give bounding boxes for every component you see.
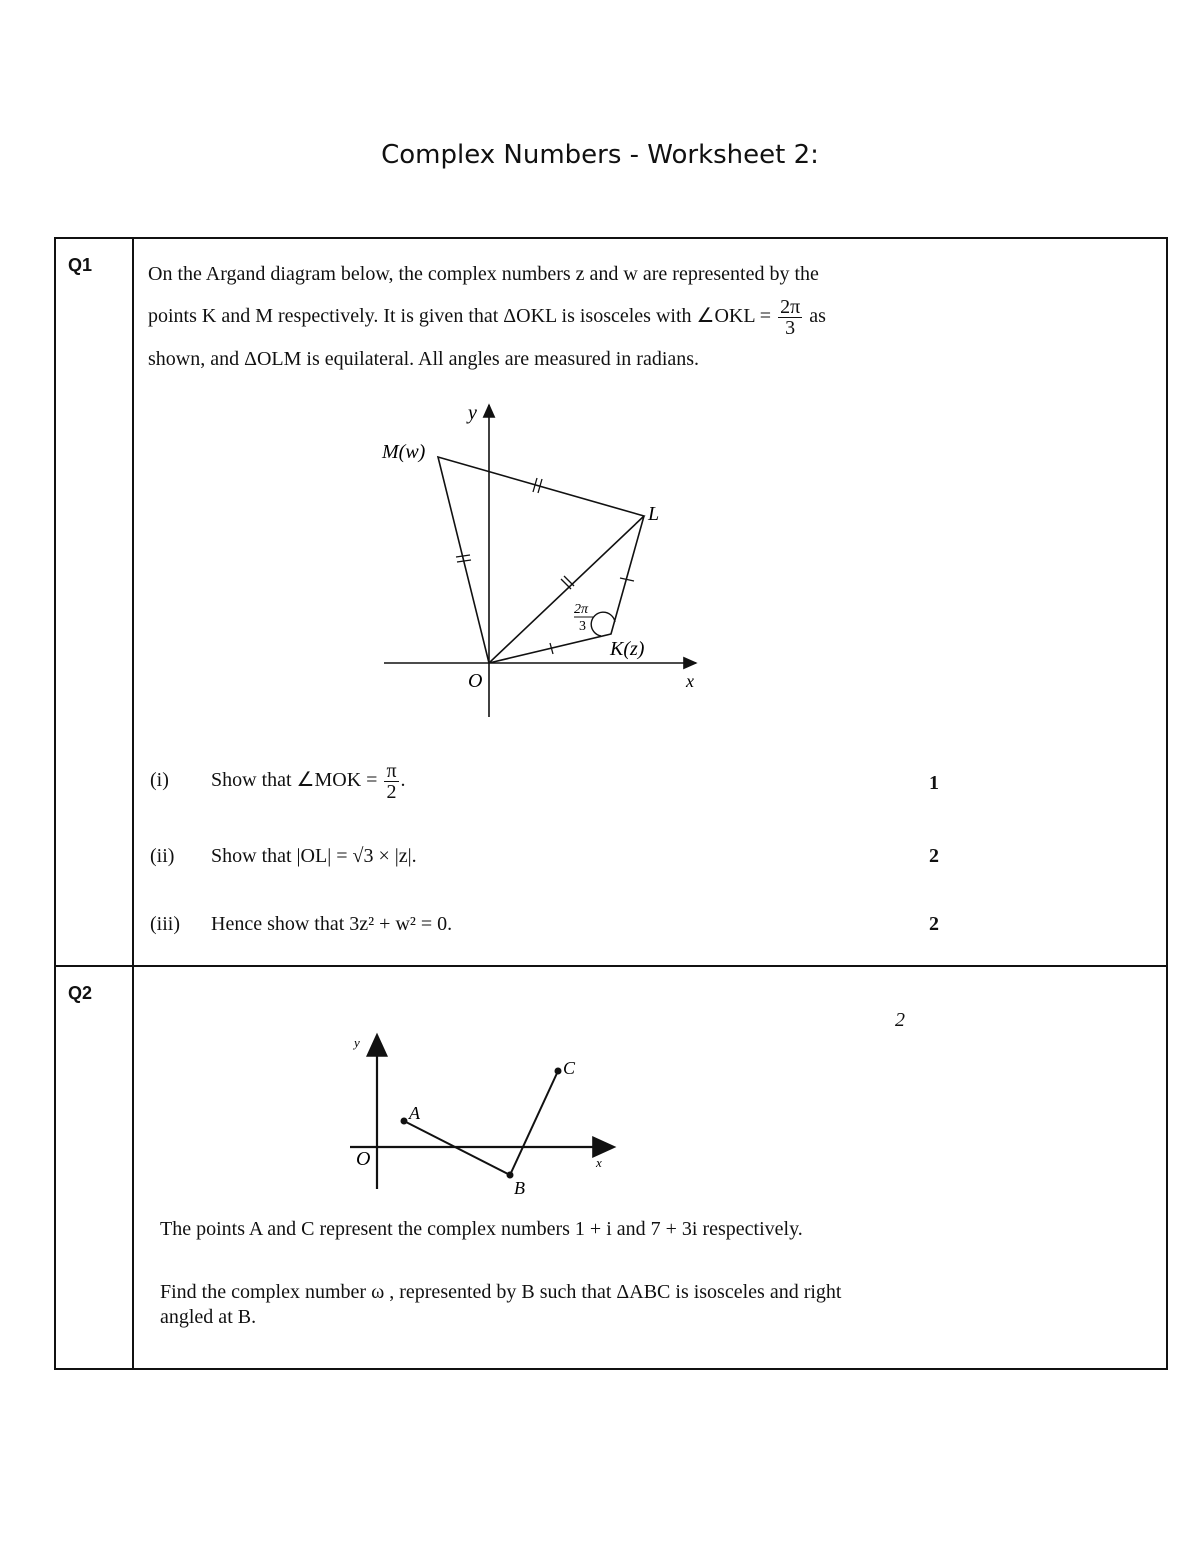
page-title: Complex Numbers - Worksheet 2: xyxy=(381,140,819,170)
part-text: Show that |OL| = √3 × |z|. xyxy=(211,845,417,867)
question-label-q2: Q2 xyxy=(68,983,93,1003)
point-a xyxy=(401,1118,408,1125)
q1-part-i-marks: 1 xyxy=(929,772,939,794)
q1-intro-line2-text: points K and M respectively. It is given that ΔOKL is isosceles with ∠OKL = xyxy=(148,305,772,327)
angle-fraction xyxy=(778,297,802,338)
question-row-q2 xyxy=(55,966,1167,1369)
question-label-q1: Q1 xyxy=(68,255,93,275)
label-o: O xyxy=(356,1148,371,1170)
q1-part-iii-marks: 2 xyxy=(929,913,939,935)
q1-intro-line1: On the Argand diagram below, the complex numbers z and w are represented by the xyxy=(148,263,819,285)
label-o: O xyxy=(468,670,483,692)
q1-intro-line2 xyxy=(148,295,908,338)
fraction-denominator: 2 xyxy=(386,781,397,803)
point-b xyxy=(507,1172,514,1179)
q1-part-ii xyxy=(150,845,950,868)
angle-label-den: 3 xyxy=(579,619,586,634)
fraction-numerator: π xyxy=(386,760,397,782)
label-c: C xyxy=(563,1058,576,1078)
question-content-cell-q2 xyxy=(133,966,1167,1369)
q1-part-ii-marks: 2 xyxy=(929,845,939,867)
q2-paragraph-2: Find the complex number ω , represented by B such that ΔABC is isosceles and right angled at B. xyxy=(160,1281,842,1328)
question-number-cell xyxy=(55,238,133,966)
label-x: x xyxy=(686,671,694,691)
part-number: (i) xyxy=(150,769,169,792)
q2-marks: 2 xyxy=(895,1009,905,1031)
question-content-cell-q1 xyxy=(133,238,1167,966)
question-table xyxy=(54,237,1168,1370)
label-b: B xyxy=(514,1178,525,1197)
question-number-cell xyxy=(55,966,133,1369)
q1-intro-line3: shown, and ΔOLM is equilateral. All angles are measured in radians. xyxy=(148,347,700,370)
question-row-q1 xyxy=(55,238,1167,966)
part-number: (ii) xyxy=(150,845,175,867)
argand-diagram-q2 xyxy=(344,1027,624,1197)
label-y: y xyxy=(354,1035,360,1050)
label-x: x xyxy=(596,1155,602,1170)
q1-intro-line2-end: as xyxy=(809,305,826,327)
part-text-end: . xyxy=(400,769,406,792)
part-text: Hence show that 3z² + w² = 0. xyxy=(211,913,453,935)
q2-paragraph-1: The points A and C represent the complex numbers 1 + i and 7 + 3i respectively. xyxy=(160,1218,803,1240)
point-c xyxy=(555,1068,562,1075)
argand-diagram-q1 xyxy=(374,389,714,729)
pi-over-2-fraction xyxy=(384,761,398,802)
fraction-denominator: 3 xyxy=(785,316,796,339)
q1-part-iii xyxy=(150,913,950,936)
label-m: M(w) xyxy=(382,441,426,463)
segment-bc xyxy=(510,1071,558,1175)
q1-part-i xyxy=(150,761,950,802)
label-y: y xyxy=(468,402,477,424)
label-a: A xyxy=(409,1103,420,1123)
label-k: K(z) xyxy=(610,638,645,660)
label-l: L xyxy=(648,503,660,525)
tick-marks xyxy=(456,478,634,654)
part-text: Show that ∠MOK = xyxy=(211,769,378,792)
part-number: (iii) xyxy=(150,913,180,935)
fraction-numerator: 2π xyxy=(780,295,801,318)
q1-intro xyxy=(148,253,908,380)
angle-label-num: 2π xyxy=(574,602,589,617)
